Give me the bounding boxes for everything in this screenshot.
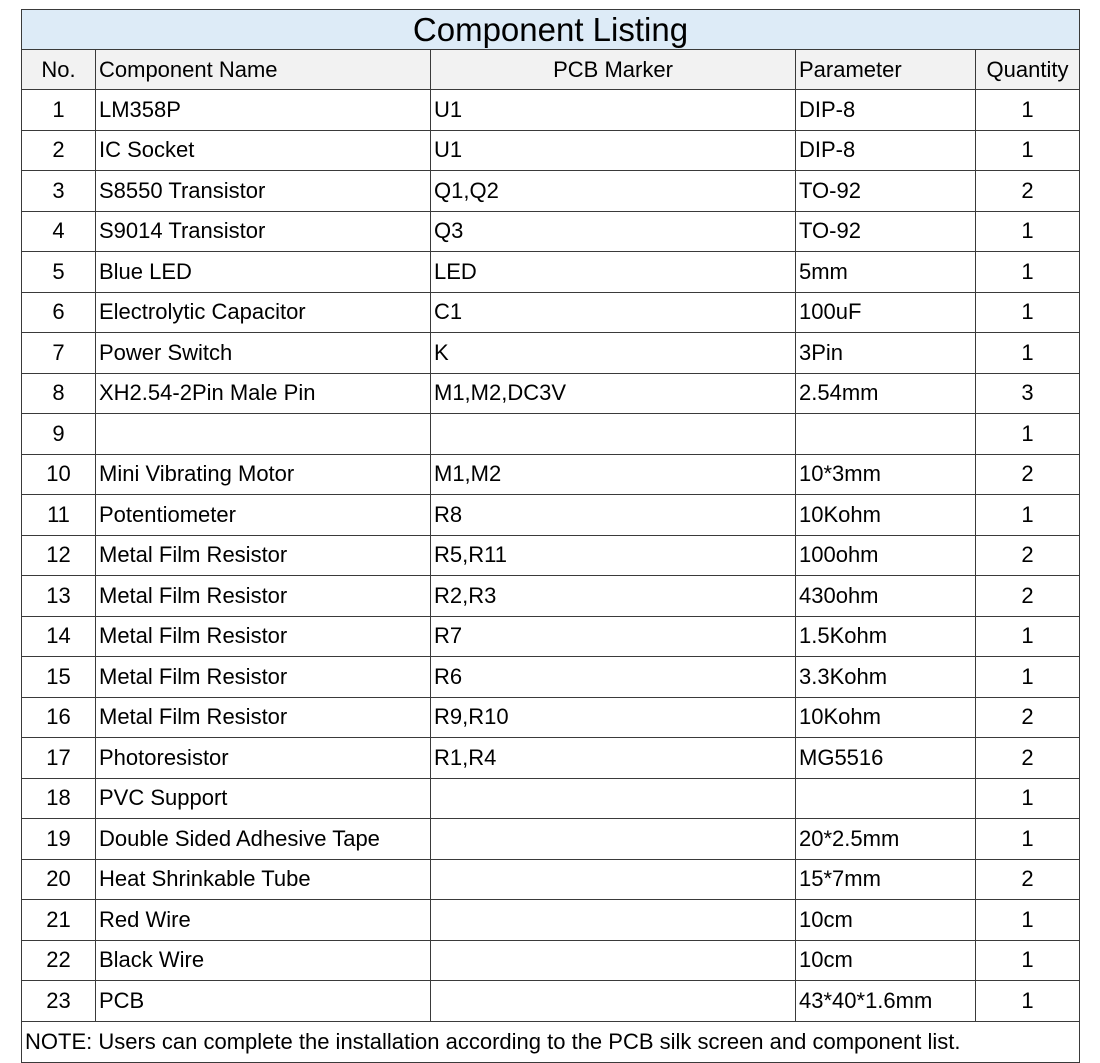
cell-quantity: 1 <box>976 90 1080 131</box>
cell-quantity: 1 <box>976 616 1080 657</box>
cell-parameter: TO-92 <box>796 211 976 252</box>
cell-parameter: 10*3mm <box>796 454 976 495</box>
cell-component-name: XH2.54-2Pin Male Pin <box>96 373 431 414</box>
cell-component-name: Potentiometer <box>96 495 431 536</box>
table-row <box>22 657 1080 698</box>
cell-no: 1 <box>22 90 96 131</box>
table-row <box>22 414 1080 455</box>
cell-parameter: 100ohm <box>796 535 976 576</box>
cell-component-name: S8550 Transistor <box>96 171 431 212</box>
cell-pcb-marker: R9,R10 <box>431 697 796 738</box>
cell-quantity: 1 <box>976 819 1080 860</box>
cell-component-name: Double Sided Adhesive Tape <box>96 819 431 860</box>
cell-component-name: Metal Film Resistor <box>96 616 431 657</box>
cell-no: 10 <box>22 454 96 495</box>
cell-component-name: S9014 Transistor <box>96 211 431 252</box>
table-row <box>22 859 1080 900</box>
cell-component-name: Metal Film Resistor <box>96 657 431 698</box>
cell-parameter: TO-92 <box>796 171 976 212</box>
cell-parameter: 3.3Kohm <box>796 657 976 698</box>
table-row <box>22 90 1080 131</box>
table-row <box>22 373 1080 414</box>
cell-pcb-marker: R5,R11 <box>431 535 796 576</box>
cell-no: 8 <box>22 373 96 414</box>
cell-no: 2 <box>22 130 96 171</box>
cell-quantity: 2 <box>976 859 1080 900</box>
cell-component-name: LM358P <box>96 90 431 131</box>
table-row <box>22 819 1080 860</box>
cell-component-name: Mini Vibrating Motor <box>96 454 431 495</box>
cell-parameter: 5mm <box>796 252 976 293</box>
cell-no: 14 <box>22 616 96 657</box>
cell-pcb-marker <box>431 859 796 900</box>
cell-no: 17 <box>22 738 96 779</box>
header-parameter: Parameter <box>796 50 976 90</box>
header-no: No. <box>22 50 96 90</box>
cell-quantity: 1 <box>976 333 1080 374</box>
cell-pcb-marker <box>431 900 796 941</box>
cell-component-name: Red Wire <box>96 900 431 941</box>
cell-pcb-marker <box>431 414 796 455</box>
cell-quantity: 1 <box>976 292 1080 333</box>
cell-component-name: IC Socket <box>96 130 431 171</box>
table-row <box>22 171 1080 212</box>
cell-pcb-marker: Q3 <box>431 211 796 252</box>
header-quantity: Quantity <box>976 50 1080 90</box>
header-component-name: Component Name <box>96 50 431 90</box>
cell-parameter <box>796 778 976 819</box>
cell-parameter: 2.54mm <box>796 373 976 414</box>
cell-no: 21 <box>22 900 96 941</box>
cell-quantity: 1 <box>976 130 1080 171</box>
cell-quantity: 1 <box>976 414 1080 455</box>
cell-no: 12 <box>22 535 96 576</box>
cell-parameter: 15*7mm <box>796 859 976 900</box>
cell-pcb-marker: LED <box>431 252 796 293</box>
cell-quantity: 1 <box>976 252 1080 293</box>
installation-note: NOTE: Users can complete the installation according to the PCB silk screen and component list. <box>22 1021 1080 1062</box>
table-row <box>22 697 1080 738</box>
cell-quantity: 2 <box>976 454 1080 495</box>
table-row <box>22 616 1080 657</box>
cell-pcb-marker: M1,M2 <box>431 454 796 495</box>
cell-quantity: 1 <box>976 211 1080 252</box>
cell-no: 7 <box>22 333 96 374</box>
cell-pcb-marker: U1 <box>431 130 796 171</box>
component-rows <box>22 90 1080 1022</box>
cell-parameter: 10cm <box>796 900 976 941</box>
cell-no: 18 <box>22 778 96 819</box>
cell-pcb-marker <box>431 981 796 1022</box>
table-row <box>22 981 1080 1022</box>
table-title: Component Listing <box>22 10 1080 50</box>
cell-component-name <box>96 414 431 455</box>
cell-component-name: PVC Support <box>96 778 431 819</box>
cell-component-name: Photoresistor <box>96 738 431 779</box>
cell-pcb-marker: Q1,Q2 <box>431 171 796 212</box>
cell-quantity: 2 <box>976 535 1080 576</box>
cell-component-name: PCB <box>96 981 431 1022</box>
cell-no: 16 <box>22 697 96 738</box>
cell-component-name: Electrolytic Capacitor <box>96 292 431 333</box>
header-pcb-marker: PCB Marker <box>431 50 796 90</box>
cell-no: 6 <box>22 292 96 333</box>
cell-parameter: DIP-8 <box>796 130 976 171</box>
cell-component-name: Blue LED <box>96 252 431 293</box>
cell-pcb-marker <box>431 940 796 981</box>
cell-no: 13 <box>22 576 96 617</box>
cell-parameter: 10cm <box>796 940 976 981</box>
cell-quantity: 1 <box>976 900 1080 941</box>
cell-no: 11 <box>22 495 96 536</box>
cell-pcb-marker: R6 <box>431 657 796 698</box>
table-row <box>22 333 1080 374</box>
cell-quantity: 1 <box>976 657 1080 698</box>
component-table <box>21 9 1080 1063</box>
cell-component-name: Black Wire <box>96 940 431 981</box>
cell-no: 20 <box>22 859 96 900</box>
cell-no: 3 <box>22 171 96 212</box>
header-row <box>22 50 1080 90</box>
cell-parameter: 10Kohm <box>796 697 976 738</box>
table-row <box>22 252 1080 293</box>
cell-component-name: Metal Film Resistor <box>96 697 431 738</box>
component-listing-sheet <box>21 9 1079 1063</box>
cell-pcb-marker: R7 <box>431 616 796 657</box>
cell-parameter: 1.5Kohm <box>796 616 976 657</box>
cell-no: 23 <box>22 981 96 1022</box>
cell-quantity: 2 <box>976 171 1080 212</box>
table-row <box>22 535 1080 576</box>
table-row <box>22 900 1080 941</box>
cell-parameter: 430ohm <box>796 576 976 617</box>
cell-pcb-marker: K <box>431 333 796 374</box>
cell-component-name: Metal Film Resistor <box>96 535 431 576</box>
cell-quantity: 2 <box>976 738 1080 779</box>
cell-quantity: 1 <box>976 981 1080 1022</box>
table-row <box>22 778 1080 819</box>
cell-component-name: Heat Shrinkable Tube <box>96 859 431 900</box>
table-row <box>22 292 1080 333</box>
table-row <box>22 211 1080 252</box>
cell-no: 22 <box>22 940 96 981</box>
table-row <box>22 576 1080 617</box>
cell-pcb-marker: U1 <box>431 90 796 131</box>
cell-parameter <box>796 414 976 455</box>
cell-no: 5 <box>22 252 96 293</box>
cell-parameter: DIP-8 <box>796 90 976 131</box>
cell-pcb-marker <box>431 819 796 860</box>
cell-pcb-marker: M1,M2,DC3V <box>431 373 796 414</box>
cell-parameter: 20*2.5mm <box>796 819 976 860</box>
cell-no: 4 <box>22 211 96 252</box>
cell-quantity: 1 <box>976 778 1080 819</box>
cell-parameter: 3Pin <box>796 333 976 374</box>
table-row <box>22 940 1080 981</box>
cell-pcb-marker: R1,R4 <box>431 738 796 779</box>
cell-parameter: MG5516 <box>796 738 976 779</box>
cell-quantity: 1 <box>976 940 1080 981</box>
cell-component-name: Metal Film Resistor <box>96 576 431 617</box>
cell-quantity: 1 <box>976 495 1080 536</box>
cell-no: 9 <box>22 414 96 455</box>
cell-quantity: 2 <box>976 576 1080 617</box>
cell-quantity: 2 <box>976 697 1080 738</box>
table-row <box>22 495 1080 536</box>
cell-component-name: Power Switch <box>96 333 431 374</box>
cell-pcb-marker: R8 <box>431 495 796 536</box>
cell-parameter: 10Kohm <box>796 495 976 536</box>
cell-no: 19 <box>22 819 96 860</box>
cell-no: 15 <box>22 657 96 698</box>
cell-pcb-marker: C1 <box>431 292 796 333</box>
cell-parameter: 100uF <box>796 292 976 333</box>
cell-pcb-marker: R2,R3 <box>431 576 796 617</box>
table-row <box>22 738 1080 779</box>
cell-pcb-marker <box>431 778 796 819</box>
table-row <box>22 130 1080 171</box>
cell-quantity: 3 <box>976 373 1080 414</box>
table-row <box>22 454 1080 495</box>
cell-parameter: 43*40*1.6mm <box>796 981 976 1022</box>
